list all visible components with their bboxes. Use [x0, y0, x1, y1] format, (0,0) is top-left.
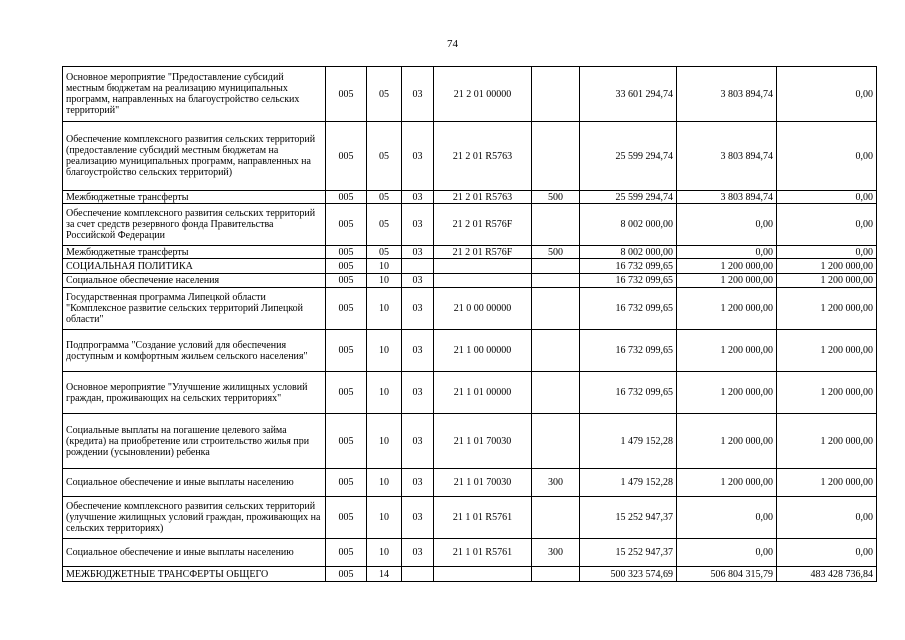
row-sum-2: 1 200 000,00	[677, 274, 777, 288]
row-sum-2: 1 200 000,00	[677, 414, 777, 469]
row-expense-type	[532, 274, 580, 288]
row-grbs-code: 005	[326, 274, 367, 288]
row-target-article	[434, 259, 532, 274]
row-subsection-code: 03	[402, 274, 434, 288]
table-row	[63, 497, 877, 539]
row-sum-2: 1 200 000,00	[677, 259, 777, 274]
row-grbs-code: 005	[326, 539, 367, 567]
row-subsection-code: 03	[402, 469, 434, 497]
row-name: Социальное обеспечение и иные выплаты населению	[63, 539, 326, 567]
row-sum-1: 16 732 099,65	[580, 274, 677, 288]
row-sum-3: 0,00	[777, 191, 877, 204]
row-sum-2: 1 200 000,00	[677, 330, 777, 372]
row-name: Основное мероприятие "Предоставление субсидий местным бюджетам на реализацию муниципальных программ, направленных на благоустройство сельских территорий"	[63, 67, 326, 122]
row-sum-2: 1 200 000,00	[677, 288, 777, 330]
row-subsection-code: 03	[402, 330, 434, 372]
row-target-article: 21 2 01 R576F	[434, 204, 532, 246]
table-row	[63, 274, 877, 288]
row-name: Социальные выплаты на погашение целевого займа (кредита) на приобретение или строительство жилья при рождении (усыновлении) ребенка	[63, 414, 326, 469]
row-name: Обеспечение комплексного развития сельских территорий за счет средств резервного фонда Правительства Российской Федерации	[63, 204, 326, 246]
row-target-article: 21 1 01 70030	[434, 414, 532, 469]
table-row	[63, 259, 877, 274]
row-target-article	[434, 274, 532, 288]
row-subsection-code: 03	[402, 414, 434, 469]
row-sum-2: 0,00	[677, 246, 777, 259]
row-name: Межбюджетные трансферты	[63, 246, 326, 259]
row-sum-1: 8 002 000,00	[580, 246, 677, 259]
row-expense-type: 500	[532, 191, 580, 204]
row-sum-3: 0,00	[777, 539, 877, 567]
table-row	[63, 539, 877, 567]
row-target-article: 21 1 01 00000	[434, 372, 532, 414]
row-expense-type	[532, 497, 580, 539]
row-sum-2: 3 803 894,74	[677, 191, 777, 204]
row-name: МЕЖБЮДЖЕТНЫЕ ТРАНСФЕРТЫ ОБЩЕГО	[63, 567, 326, 582]
row-section-code: 05	[367, 122, 402, 191]
row-sum-2: 0,00	[677, 497, 777, 539]
page-number: 74	[447, 38, 458, 50]
table-row	[63, 204, 877, 246]
row-expense-type	[532, 330, 580, 372]
row-target-article: 21 2 01 R5763	[434, 122, 532, 191]
row-section-code: 10	[367, 274, 402, 288]
row-sum-1: 1 479 152,28	[580, 414, 677, 469]
row-subsection-code: 03	[402, 67, 434, 122]
row-subsection-code: 03	[402, 288, 434, 330]
table-row	[63, 567, 877, 582]
row-expense-type	[532, 204, 580, 246]
table-row	[63, 414, 877, 469]
row-expense-type	[532, 67, 580, 122]
table-row	[63, 67, 877, 122]
table-row	[63, 469, 877, 497]
row-subsection-code	[402, 567, 434, 582]
row-subsection-code: 03	[402, 246, 434, 259]
row-sum-2: 3 803 894,74	[677, 122, 777, 191]
row-sum-2: 0,00	[677, 204, 777, 246]
row-name: Социальное обеспечение населения	[63, 274, 326, 288]
row-sum-1: 15 252 947,37	[580, 539, 677, 567]
row-sum-3: 1 200 000,00	[777, 288, 877, 330]
row-sum-1: 15 252 947,37	[580, 497, 677, 539]
row-sum-1: 16 732 099,65	[580, 372, 677, 414]
row-sum-3: 0,00	[777, 497, 877, 539]
row-target-article: 21 2 01 00000	[434, 67, 532, 122]
row-target-article: 21 1 00 00000	[434, 330, 532, 372]
row-subsection-code	[402, 259, 434, 274]
row-target-article: 21 1 01 R5761	[434, 497, 532, 539]
row-expense-type: 500	[532, 246, 580, 259]
row-sum-2: 0,00	[677, 539, 777, 567]
row-sum-1: 16 732 099,65	[580, 259, 677, 274]
table-row	[63, 191, 877, 204]
row-sum-3: 1 200 000,00	[777, 414, 877, 469]
table-row	[63, 122, 877, 191]
row-name: Основное мероприятие "Улучшение жилищных условий граждан, проживающих на сельских территориях"	[63, 372, 326, 414]
row-section-code: 10	[367, 414, 402, 469]
row-sum-3: 0,00	[777, 204, 877, 246]
table-row	[63, 246, 877, 259]
row-target-article: 21 2 01 R576F	[434, 246, 532, 259]
row-grbs-code: 005	[326, 246, 367, 259]
row-sum-2: 1 200 000,00	[677, 372, 777, 414]
row-target-article	[434, 567, 532, 582]
row-expense-type	[532, 122, 580, 191]
row-target-article: 21 1 01 R5761	[434, 539, 532, 567]
row-target-article: 21 0 00 00000	[434, 288, 532, 330]
row-section-code: 10	[367, 259, 402, 274]
row-section-code: 10	[367, 497, 402, 539]
row-target-article: 21 1 01 70030	[434, 469, 532, 497]
row-sum-3: 1 200 000,00	[777, 469, 877, 497]
row-grbs-code: 005	[326, 67, 367, 122]
row-sum-1: 25 599 294,74	[580, 191, 677, 204]
row-sum-1: 8 002 000,00	[580, 204, 677, 246]
row-section-code: 05	[367, 204, 402, 246]
row-sum-3: 0,00	[777, 122, 877, 191]
row-sum-3: 483 428 736,84	[777, 567, 877, 582]
row-sum-1: 500 323 574,69	[580, 567, 677, 582]
row-sum-3: 0,00	[777, 67, 877, 122]
row-section-code: 10	[367, 372, 402, 414]
row-subsection-code: 03	[402, 372, 434, 414]
row-section-code: 10	[367, 469, 402, 497]
row-grbs-code: 005	[326, 330, 367, 372]
row-name: Государственная программа Липецкой области "Комплексное развитие сельских территорий Липецкой области"	[63, 288, 326, 330]
table-row	[63, 330, 877, 372]
row-expense-type	[532, 567, 580, 582]
row-grbs-code: 005	[326, 259, 367, 274]
row-section-code: 10	[367, 539, 402, 567]
row-name: Обеспечение комплексного развития сельских территорий (улучшение жилищных условий граждан, проживающих на сельских территориях)	[63, 497, 326, 539]
row-grbs-code: 005	[326, 497, 367, 539]
row-sum-3: 1 200 000,00	[777, 259, 877, 274]
row-grbs-code: 005	[326, 372, 367, 414]
table-row	[63, 288, 877, 330]
row-expense-type	[532, 372, 580, 414]
row-expense-type	[532, 288, 580, 330]
row-sum-2: 506 804 315,79	[677, 567, 777, 582]
row-sum-3: 1 200 000,00	[777, 330, 877, 372]
row-grbs-code: 005	[326, 191, 367, 204]
row-subsection-code: 03	[402, 497, 434, 539]
row-sum-3: 1 200 000,00	[777, 274, 877, 288]
row-grbs-code: 005	[326, 414, 367, 469]
row-grbs-code: 005	[326, 567, 367, 582]
row-sum-1: 25 599 294,74	[580, 122, 677, 191]
row-name: Обеспечение комплексного развития сельских территорий (предоставление субсидий местным бюджетам на реализацию муниципальных программ, направленных на благоустройство сельских территорий)	[63, 122, 326, 191]
row-section-code: 10	[367, 330, 402, 372]
row-sum-3: 0,00	[777, 246, 877, 259]
row-section-code: 05	[367, 246, 402, 259]
row-subsection-code: 03	[402, 191, 434, 204]
row-name: Подпрограмма "Создание условий для обеспечения доступным и комфортным жильем сельского населения"	[63, 330, 326, 372]
row-section-code: 05	[367, 67, 402, 122]
row-sum-2: 1 200 000,00	[677, 469, 777, 497]
row-sum-1: 16 732 099,65	[580, 288, 677, 330]
row-subsection-code: 03	[402, 122, 434, 191]
row-subsection-code: 03	[402, 204, 434, 246]
budget-table	[62, 66, 877, 582]
row-grbs-code: 005	[326, 204, 367, 246]
row-target-article: 21 2 01 R5763	[434, 191, 532, 204]
row-sum-2: 3 803 894,74	[677, 67, 777, 122]
row-grbs-code: 005	[326, 288, 367, 330]
row-expense-type	[532, 259, 580, 274]
row-expense-type: 300	[532, 539, 580, 567]
row-subsection-code: 03	[402, 539, 434, 567]
row-grbs-code: 005	[326, 122, 367, 191]
row-sum-3: 1 200 000,00	[777, 372, 877, 414]
row-sum-1: 33 601 294,74	[580, 67, 677, 122]
row-sum-1: 16 732 099,65	[580, 330, 677, 372]
row-name: СОЦИАЛЬНАЯ ПОЛИТИКА	[63, 259, 326, 274]
row-section-code: 14	[367, 567, 402, 582]
row-section-code: 10	[367, 288, 402, 330]
row-name: Межбюджетные трансферты	[63, 191, 326, 204]
row-expense-type	[532, 414, 580, 469]
row-name: Социальное обеспечение и иные выплаты населению	[63, 469, 326, 497]
row-sum-1: 1 479 152,28	[580, 469, 677, 497]
row-expense-type: 300	[532, 469, 580, 497]
table-row	[63, 372, 877, 414]
row-section-code: 05	[367, 191, 402, 204]
row-grbs-code: 005	[326, 469, 367, 497]
